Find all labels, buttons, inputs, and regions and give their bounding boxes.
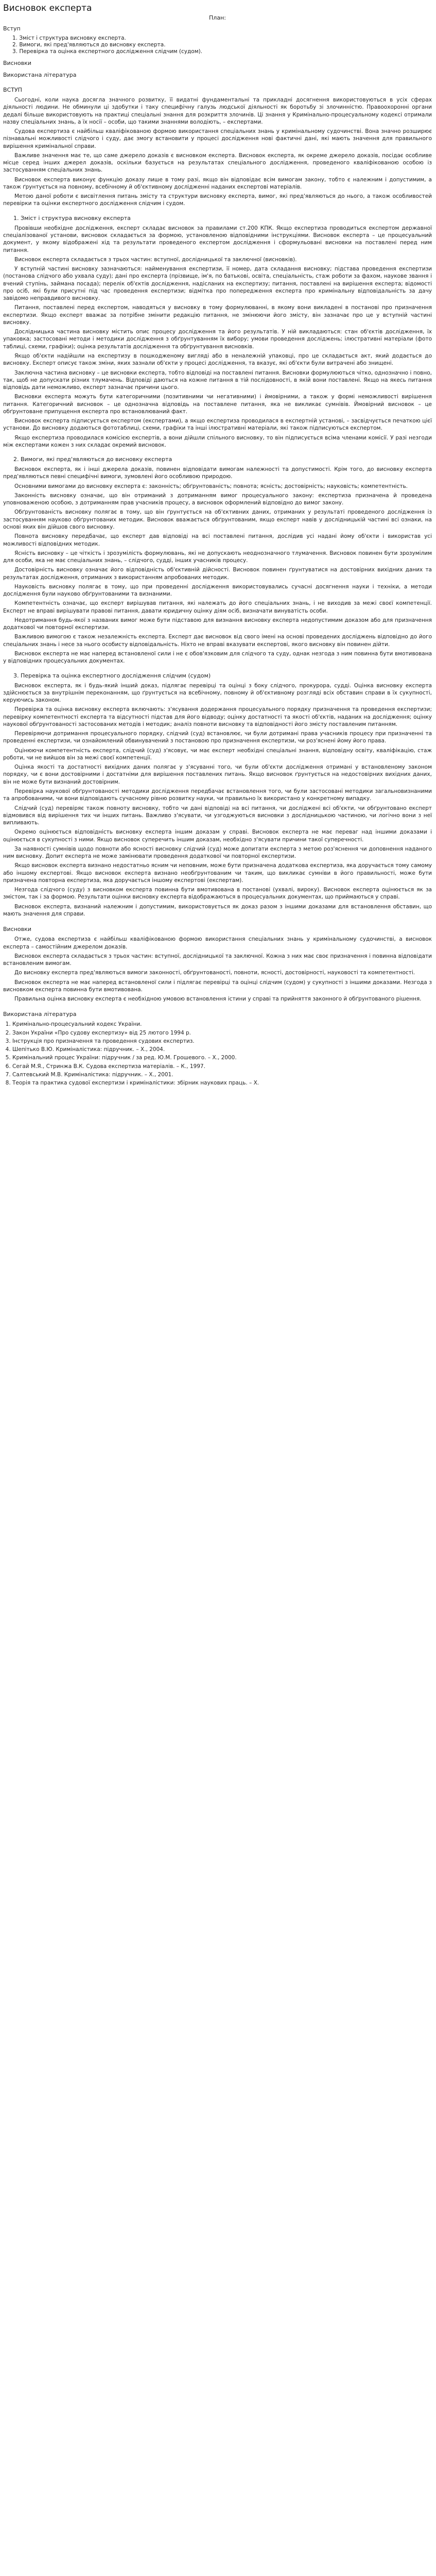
paragraph: Недотримання будь-якої з названих вимог може бути підставою для визнання висновку експерта недопустимим доказом або для призначення додаткової чи повторної експертизи. [3, 617, 432, 631]
paragraph: Питання, поставлені перед експертом, наводяться у висновку в тому формулюванні, в якому вони викладені в постанові про призначення експертизи. Якщо експерт вважає за потрібне змінити редакцію питання, не змінюючи його змісту, він зазначає про це у вступній частині висновку. [3, 304, 432, 326]
paragraph: Сьогодні, коли наука досягла значного розвитку, її видатні фундаментальні та прикладні досягнення використовуються в усіх сферах діяльності людини. Не обминули ці здобутки і таку специфічну галузь людської діяльності як боротьбу зі злочинністю. Правоохоронні органи дедалі більше використовують на практиці спеціальні знання для розкриття злочинів. Ці знання у Кримінально-процесуальному кодексі отримали назву спеціальних знань, а їх носії – особи, що такими знаннями володіють, – експертами. [3, 97, 432, 125]
paragraph: Повнота висновку передбачає, що експерт дав відповіді на всі поставлені питання, дослідив усі надані йому об'єкти і використав усі можливості відповідних методик. [3, 533, 432, 547]
paragraph: Висновок експерта, як і інші джерела доказів, повинен відповідати вимогам належності та допустимості. Крім того, до висновку експерта пред'являються певні специфічні вимоги, зумовлені його особливою природою. [3, 466, 432, 480]
paragraph: Ясність висновку – це чіткість і зрозумілість формулювань, які не допускають неоднозначного тлумачення. Висновок повинен бути зрозумілим для особи, яка не має спеціальних знань, – слідчого, судді, інших учасників процесу. [3, 550, 432, 564]
literature-item: 4. Шепітько В.Ю. Криміналістика: підручник. – Х., 2004. [12, 1046, 432, 1053]
conclusions-section [3, 936, 432, 1003]
paragraph: Висновок експерта складається з трьох частин: вступної, дослідницької та заключної (висновків). [14, 256, 297, 263]
literature-item: 5. Кримінальний процес України: підручник / за ред. Ю.М. Грошевого. – Х., 2000. [12, 1054, 432, 1061]
conclusions-heading: Висновки [3, 926, 31, 933]
paragraph: Висновок експерта, як і будь-який інший доказ, підлягає перевірці та оцінці з боку слідчого, прокурора, судді. Оцінка висновку експерта здійснюється за внутрішнім переконанням, що ґрунтується на всебічному, повному й об'єктивному розгляді всіх обставин справи в їх сукупності, керуючись законом. [3, 682, 432, 704]
paragraph: Достовірність висновку означає його відповідність об'єктивній дійсності. Висновок повинен ґрунтуватися на достовірних вихідних даних та результатах дослідження, отриманих з використанням апробованих методик. [3, 567, 432, 581]
paragraph: Метою даної роботи є висвітлення питань змісту та структури висновку експерта, вимог, які пред'являються до нього, а також особливостей перевірки та оцінки експертного дослідження слідчим і судом. [3, 193, 432, 207]
paragraph: Висновок експерта не має наперед встановленої сили і підлягає перевірці та оцінці слідчим (судом) у сукупності з іншими доказами. Незгода з висновком експерта повинна бути вмотивована. [3, 979, 432, 993]
section-heading: 1. Зміст і структура висновку експерта [13, 214, 131, 222]
main-sections [3, 215, 432, 918]
toc-item[interactable]: 3. Перевірка та оцінка експертного дослідження слідчим (судом). [12, 48, 203, 55]
paragraph: Компетентність означає, що експерт вирішував питання, які належать до його спеціальних знань, і не виходив за межі своєї компетенції. Експерт не вправі вирішувати правові питання, давати юридичну оцінку діям осіб, визначати винуватість особи. [3, 600, 432, 614]
paragraph: Отже, судова експертиза є найбільш кваліфікованою формою використання спеціальних знань у кримінальному судочинстві, а висновок експерта – самостійним джерелом доказів. [3, 936, 432, 950]
intro-section [3, 96, 432, 208]
section-body [3, 225, 432, 449]
paragraph: Науковість висновку полягає в тому, що при проведенні дослідження використовувались сучасні досягнення науки і техніки, а методи дослідження були науково обґрунтованими та визнаними. [3, 583, 432, 598]
literature-item: 7. Салтевський М.В. Криміналістика: підручник. – Х., 2001. [12, 1071, 432, 1078]
paragraph: У вступній частині висновку зазначаються: найменування експертизи, її номер, дата складання висновку; підстава проведення експертизи (постанова слідчого або ухвала суду); дані про експерта (прізвище, ім'я, по батькові, освіта, спеціальність, стаж роботи за фахом, наукове звання і вчений ступінь, займана посада); перелік об'єктів дослідження, надісланих на експертизу; питання, поставлені на вирішення експерта; відомості про осіб, які були присутні під час проведення експертизи; відмітка про попередження експерта про кримінальну відповідальність за дачу завідомо неправдивого висновку. [3, 266, 432, 302]
literature-item: 1. Кримінально-процесуальний кодекс України. [12, 1021, 432, 1028]
paragraph: Заключна частина висновку – це висновки експерта, тобто відповіді на поставлені питання. Висновки формулюються чітко, однозначно і повно, так, щоб не допускати різних тлумачень. Відповіді даються на кожне питання в тій послідовності, в якій вони поставлені. Якщо на якесь питання відповідь дати неможливо, експерт зазначає причини цього. [3, 369, 432, 391]
literature-item: 6. Сегай М.Я., Стринжа В.К. Судова експертиза матеріалів. – К., 1997. [12, 1063, 432, 1070]
paragraph: Якщо висновок експерта визнано недостатньо ясним чи неповним, може бути призначена додаткова експертиза, яка доручається тому самому або іншому експертові. Якщо висновок експерта визнано необґрунтованим чи таким, що викликає сумніви в його правильності, може бути призначена повторна експертиза, яка доручається іншому експертові (експертам). [3, 862, 432, 884]
paragraph: Якщо експертиза проводилася комісією експертів, а вони дійшли спільного висновку, то він підписується всіма членами комісії. У разі незгоди між експертами кожен з них складає окремий висновок. [3, 434, 432, 448]
section-body [3, 466, 432, 665]
paragraph: Висновок експерта складається з трьох частин: вступної, дослідницької та заключної. Кожна з них має своє призначення і повинна відповідати встановленим вимогам. [3, 953, 432, 967]
paragraph: Якщо об'єкти надійшли на експертизу в пошкодженому вигляді або в неналежній упаковці, про це складається акт, який додається до висновку. Експерт описує також зміни, яких зазнали об'єкти у процесі дослідження, та вказує, які об'єкти були витрачені або знищені. [3, 352, 432, 367]
paragraph: Незгода слідчого (суду) з висновком експерта повинна бути вмотивована в постанові (ухвалі, вироку). Висновок експерта оцінюється як за змістом, так і за формою. Результати оцінки висновку експерта відображаються в процесуальних документах, що приймаються у справі. [3, 887, 432, 901]
paragraph: Законність висновку означає, що він отриманий з дотриманням вимог процесуального закону: експертиза призначена й проведена уповноваженою особою, з дотриманням прав учасників процесу, а висновок оформлений відповідно до вимог закону. [3, 492, 432, 506]
paragraph: Важливою вимогою є також незалежність експерта. Експерт дає висновок від свого імені на основі проведених досліджень відповідно до його спеціальних знань і несе за нього особисту відповідальність. Ніхто не вправі вказувати експертові, якого висновку він повинен дійти. [3, 634, 432, 648]
paragraph: Перевірка та оцінка висновку експерта включають: з'ясування додержання процесуального порядку призначення та проведення експертизи; перевірку компетентності експерта та відсутності підстав для його відводу; оцінку достатності та якості об'єктів, наданих на дослідження; оцінку наукової обґрунтованості застосованих методів і методик; аналіз повноти висновку та відповідності його змісту поставленим питанням. [3, 706, 432, 727]
paragraph: Перевірка наукової обґрунтованості методики дослідження передбачає встановлення того, чи були застосовані методики загальновизнаними та апробованими, чи вони відповідають сучасному рівню розвитку науки, чи правильно їх використано у конкретному випадку. [3, 788, 432, 802]
paragraph: Обґрунтованість висновку полягає в тому, що він ґрунтується на об'єктивних даних, отриманих у результаті проведеного дослідження із застосуванням науково обґрунтованих методик. Висновок вважається обґрунтованим, якщо експерт навів у дослідницькій частині всі ознаки, на основі яких він дійшов свого висновку. [3, 509, 432, 531]
paragraph: Висновок експерта, визнаний належним і допустимим, використовується як доказ разом з іншими доказами для встановлення обставин, що мають значення для справи. [3, 903, 432, 917]
toc-heading: Вступ [3, 25, 21, 32]
document-title: Висновок експерта [3, 3, 92, 13]
literature-list [3, 1021, 432, 1087]
paragraph: Слідчий (суд) перевіряє також повноту висновку, тобто чи дані відповіді на всі питання, чи досліджені всі об'єкти, чи обґрунтовано експерт відмовився від вирішення тих чи інших питань. Важливо з'ясувати, чи узгоджуються висновки з дослідницькою частиною, чи логічно вони з неї випливають. [3, 805, 432, 826]
literature-item: 8. Теорія та практика судової експертизи і криміналістики: збірник наукових праць. – Х. [12, 1079, 432, 1087]
paragraph: Висновки експерта можуть бути категоричними (позитивними чи негативними) і ймовірними, а також у формі неможливості вирішення питання. Категоричний висновок – це однозначна відповідь на поставлене питання, яка не викликає сумнівів. Ймовірний висновок – це обґрунтоване припущення експерта про встановлюваний факт. [3, 394, 432, 415]
paragraph: Провівши необхідне дослідження, експерт складає висновок за правилами ст.200 КПК. Якщо експертиза проводиться експертом державної спеціалізованої установи, висновок складається за формою, установленою відповідними інструкціями. Висновок експерта – це процесуальний документ, у якому відображені хід та результати проведеного експертом дослідження і сформульовані висновки на поставлені перед ним питання. [3, 225, 432, 253]
paragraph: Висновок експерта виконує функцію доказу лише в тому разі, якщо він відповідає всім вимогам закону, тобто є належним і допустимим, а також ґрунтується на повному, всебічному й об'єктивному дослідженні наданих експертові матеріалів. [3, 176, 432, 190]
literature-heading: Використана література [3, 1011, 77, 1018]
literature-item: 3. Інструкція про призначення та проведення судових експертиз. [12, 1038, 432, 1045]
section-heading: 3. Перевірка та оцінка експертного дослідження слідчим (судом) [13, 672, 211, 679]
plan-label: План: [209, 14, 226, 21]
paragraph: Оцінюючи компетентність експерта, слідчий (суд) з'ясовує, чи має експерт необхідні спеціальні знання, відповідну освіту, кваліфікацію, стаж роботи, чи не вийшов він за межі своєї компетенції. [3, 747, 432, 761]
paragraph: Висновок експерта не має наперед встановленої сили і не є обов'язковим для слідчого та суду, однак незгода з ним повинна бути вмотивована у відповідних процесуальних документах. [3, 651, 432, 665]
paragraph: Оцінка якості та достатності вихідних даних полягає у з'ясуванні того, чи були об'єкти дослідження отримані у встановленому законом порядку, чи є вони достовірними і достатніми для вирішення поставлених питань. Якщо висновок ґрунтується на недостовірних вихідних даних, він не може бути визнаний достовірним. [3, 764, 432, 785]
toc-item[interactable]: 1. Зміст і структура висновку експерта. [12, 35, 126, 41]
section-heading: 2. Вимоги, які пред'являються до висновку експерта [13, 456, 172, 463]
paragraph: Висновок експерта підписується експертом (експертами), а якщо експертиза проводилася в експертній установі, – засвідчується печаткою цієї установи. До висновку додаються фототаблиці, схеми, графіки та інші ілюстративні матеріали, які також підписуються експертом. [3, 418, 432, 432]
toc-literature[interactable]: Використана література [3, 72, 77, 78]
intro-heading: ВСТУП [3, 87, 22, 93]
paragraph: Судова експертиза є найбільш кваліфікованою формою використання спеціальних знань у кримінальному судочинстві. Вона значно розширює пізнавальні можливості слідчого і суду, дає змогу встановити у процесі дослідження нові фактичні дані, які мають значення для правильного вирішення кримінальної справи. [3, 128, 432, 149]
paragraph: За наявності сумнівів щодо повноти або ясності висновку слідчий (суд) може допитати експерта з метою роз'яснення чи доповнення наданого ним висновку. Допит експерта не може замінювати проведення додаткової чи повторної експертизи. [3, 845, 432, 860]
section-body [3, 682, 432, 918]
toc-conclusions[interactable]: Висновки [3, 60, 31, 66]
paragraph: Окремо оцінюється відповідність висновку експерта іншим доказам у справі. Висновок експерта не має переваг над іншими доказами і оцінюється в сукупності з ними. Якщо висновок суперечить іншим доказам, необхідно з'ясувати причини такої суперечності. [3, 829, 432, 843]
toc-item[interactable]: 2. Вимоги, які пред'являються до висновку експерта. [12, 42, 166, 48]
paragraph: Правильна оцінка висновку експерта є необхідною умовою встановлення істини у справі та прийняття законного й обґрунтованого рішення. [14, 996, 422, 1003]
paragraph: Важливе значення має те, що саме джерело доказів є висновком експерта. Висновок експерта, як окреме джерело доказів, посідає особливе місце серед інших джерел доказів, оскільки базується на результатах спеціального дослідження, проведеного кваліфікованою особою із застосуванням спеціальних знань. [3, 152, 432, 174]
document [0, 0, 436, 1088]
paragraph: Основними вимогами до висновку експерта є: законність; обґрунтованість; повнота; ясність; достовірність; науковість; компетентність. [14, 483, 408, 489]
table-of-contents [4, 35, 432, 55]
paragraph: До висновку експерта пред'являються вимоги законності, обґрунтованості, повноти, ясності, достовірності, науковості та компетентності. [14, 970, 415, 976]
literature-item: 2. Закон України «Про судову експертизу» від 25 лютого 1994 р. [12, 1029, 432, 1037]
paragraph: Дослідницька частина висновку містить опис процесу дослідження та його результатів. У ній викладаються: стан об'єктів дослідження, їх упаковка; застосовані методи і методики дослідження з обґрунтуванням їх вибору; умови проведення досліджень; ілюстративні матеріали (фото таблиці, схеми, графіки); оцінка результатів дослідження та обґрунтування висновків. [3, 329, 432, 350]
paragraph: Перевіряючи дотримання процесуального порядку, слідчий (суд) встановлює, чи були дотримані права учасників процесу при призначенні та проведенні експертизи, чи ознайомлений обвинувачений з постановою про призначення експертизи, чи роз'яснені йому його права. [3, 731, 432, 744]
